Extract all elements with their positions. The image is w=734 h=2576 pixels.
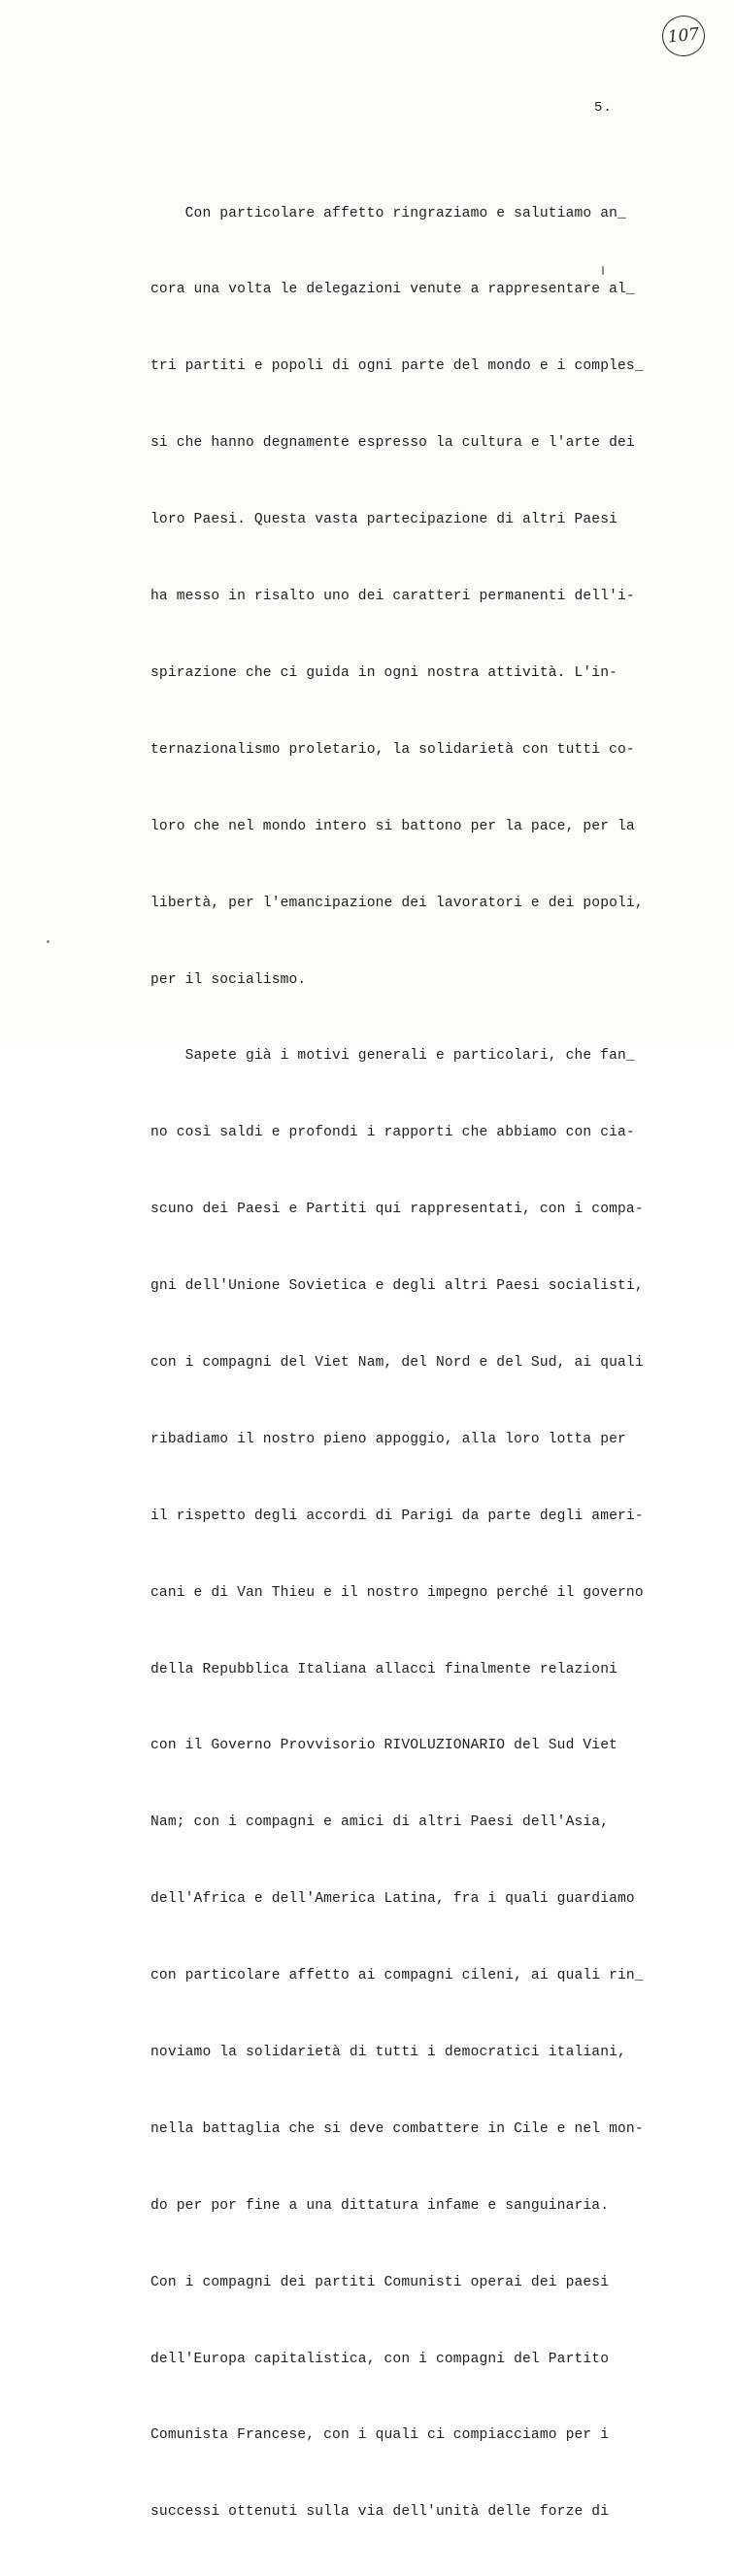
text-line: Con particolare affetto ringraziamo e salutiamo an_ [150,205,626,221]
text-line: spirazione che ci guida in ogni nostra attività. L'in- [150,664,618,681]
text-line: ribadiamo il nostro pieno appoggio, alla loro lotta per [150,1431,626,1447]
text-line: il rispetto degli accordi di Parigi da parte degli ameri- [150,1508,644,1524]
text-line: dell'Africa e dell'America Latina, fra i quali guardiamo [150,1891,635,1908]
text-line: Comunista Francese, con i quali ci compiacciamo per i [150,2427,610,2444]
text-line: cora una volta le delegazioni venute a rappresentare al_ [150,282,635,298]
text-line: si che hanno degnamente espresso la cultura e l'arte dei [150,435,635,452]
text-line: ha messo in risalto uno dei caratteri permanenti dell'i- [150,589,635,605]
text-line: no così saldi e profondi i rapporti che abbiamo con cia- [150,1125,635,1141]
text-line: Sapete già i motivi generali e particolari, che fan_ [150,1048,635,1065]
text-line: per il socialismo. [150,971,307,988]
text-line: con particolare affetto ai compagni cileni, ai quali rin_ [150,1968,644,1984]
text-line: nella battaglia che si deve combattere in Cile e nel mon- [150,2120,644,2137]
body-text [150,150,675,2576]
text-line: con i compagni del Viet Nam, del Nord e del Sud, ai quali [150,1354,644,1371]
text-line: Con i compagni dei partiti Comunisti operai dei paesi [150,2274,610,2290]
text-line: dell'Europa capitalistica, con i compagni del Partito [150,2351,610,2367]
text-line: cani e di Van Thieu e il nostro impegno perché il governo [150,1584,644,1601]
text-line: Nam; con i compagni e amici di altri Paesi dell'Asia, [150,1814,610,1831]
text-line: noviamo la solidarietà di tutti i democratici italiani, [150,2044,626,2060]
paper-speck [602,266,604,275]
text-line: con il Governo Provvisorio RIVOLUZIONARIO del Sud Viet [150,1738,618,1754]
text-line: della Repubblica Italiana allacci finalmente relazioni [150,1661,618,1678]
text-line: loro che nel mondo intero si battono per la pace, per la [150,818,635,834]
text-line: scuno dei Paesi e Partiti qui rappresentati, con i compa- [150,1202,644,1218]
text-line: do per por fine a una dittatura infame e sanguinaria. [150,2197,610,2214]
text-line: successi ottenuti sulla via dell'unità delle forze di [150,2504,610,2521]
text-line: libertà, per l'emancipazione dei lavoratori e dei popoli, [150,895,644,911]
text-line: loro Paesi. Questa vasta partecipazione di altri Paesi [150,512,618,528]
paper-speck [47,940,50,943]
text-line: ternazionalismo proletario, la solidarietà con tutti co- [150,741,635,758]
page-stamp: 107 [660,14,707,58]
text-line: tri partiti e popoli di ogni parte del mondo e i comples_ [150,358,644,375]
text-line: gni dell'Unione Sovietica e degli altri Paesi socialisti, [150,1278,644,1295]
page-number: 5. [594,100,613,116]
